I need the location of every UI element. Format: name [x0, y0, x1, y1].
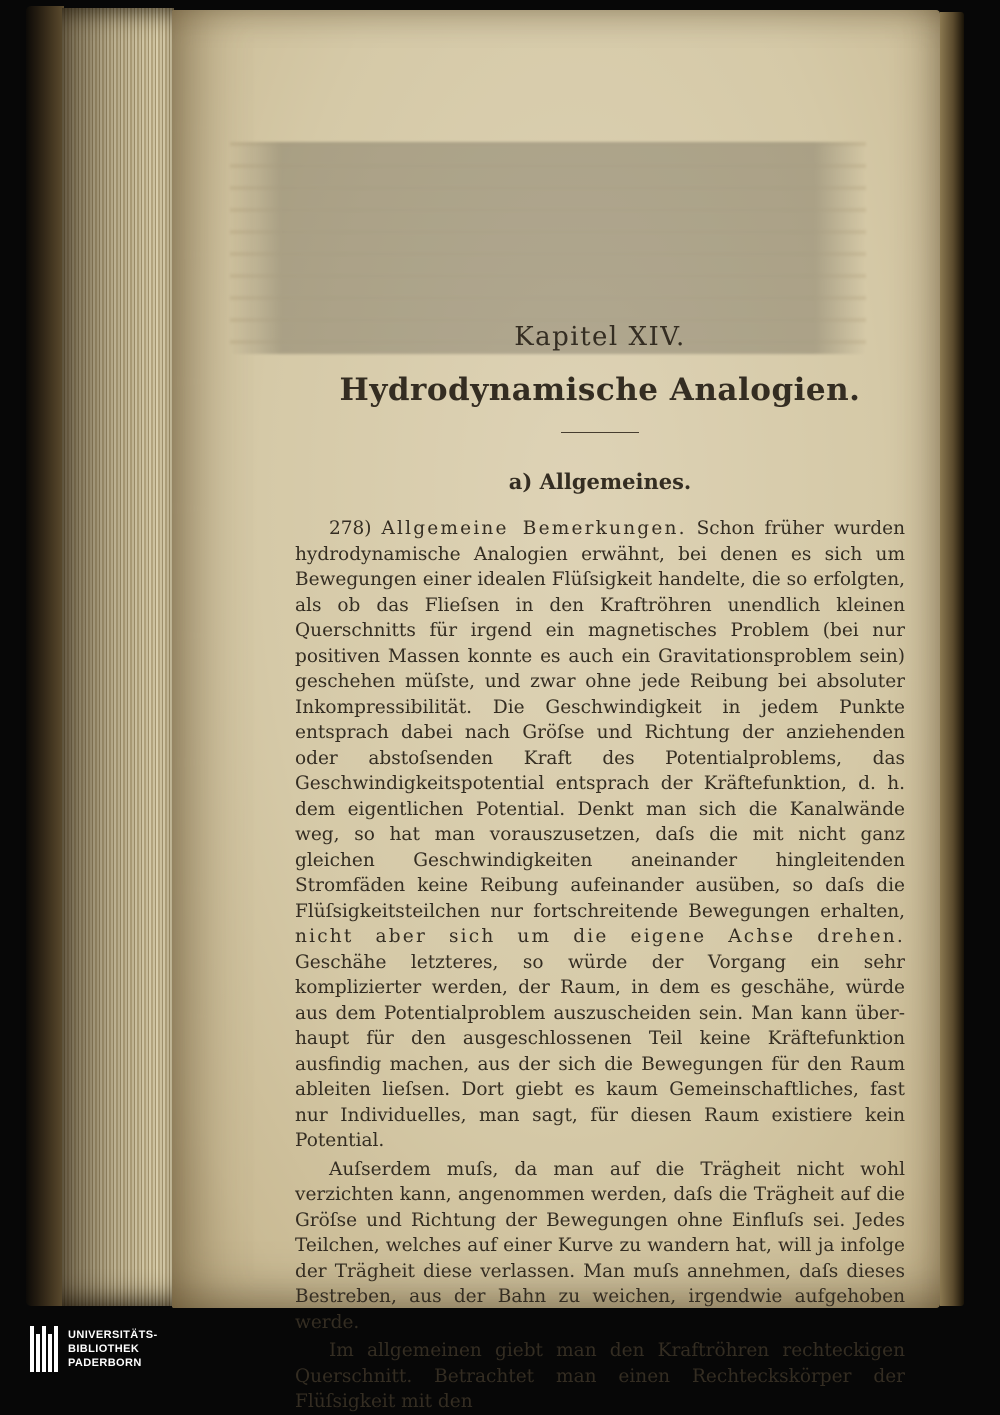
paragraph: Im allgemeinen giebt man den Kraftröhren rechteckigen Querschnitt. Betrachtet man einen Rechteckskörper der Flüſsigkeit mit den: [295, 1340, 905, 1412]
section-heading: a) Allgemeines.: [508, 469, 692, 494]
paragraph-text: Geschähe letzteres, so würde der Vorgang ein sehr komplizierter werden, der Raum, in dem es geschähe, würde aus dem Potentialproblem auszuscheiden sein. Man kann überhaupt für den ausgeschlossenen Teil keine Kräftefunktion ausfindig machen, aus der sich die Bewegungen für den Raum ableiten lieſsen. Dort giebt es kaum Gemeinschaftliches, fast nur Individuelles, man sagt, für diesen Raum existiere kein Potential.: [295, 951, 905, 1151]
stacked-page-edges: [62, 8, 174, 1306]
book-spine-edge: [26, 6, 64, 1306]
stamp-line-3: PADERBORN: [68, 1357, 142, 1369]
chapter-title: Hydrodynamische Analogien.: [339, 372, 861, 408]
paragraph: Auſserdem muſs, da man auf die Trägheit nicht wohl verzichten kann, angenommen werden, daſs die Trägheit auf die Gröſse und Richtung der Bewegungen ohne Einfluſs sei. Jedes Teilchen, welches auf einer Kurve zu wandern hat, will ja infolge der Trägheit diese verlassen. Man muſs annehmen, daſs dieses Bestreben, aus der Bahn zu weichen, irgendwie aufgehoben werde.: [295, 1158, 905, 1333]
paragraph-lead-in: Allgemeine Bemerkungen.: [381, 518, 687, 539]
library-logo-icon: [30, 1326, 60, 1372]
section-divider: [561, 432, 639, 433]
page-content: [172, 10, 940, 1415]
paragraph-278: [295, 516, 905, 1154]
library-stamp: [30, 1326, 158, 1372]
book-cover-edge: [940, 12, 964, 1306]
chapter-heading: Kapitel XIV.: [514, 322, 686, 352]
book-page: [172, 10, 940, 1412]
library-name: [68, 1328, 158, 1370]
stamp-line-2: BIBLIOTHEK: [68, 1343, 140, 1355]
emphasized-text: nicht aber sich um die eigene Achse drehen.: [295, 926, 905, 947]
paragraph-text: Schon früher wurden hydrodynamische Analogien erwähnt, bei denen es sich um Bewegungen einer idealen Flüſsigkeit handelte, die so erfolgten, als ob das Flieſsen in den Kraftröhren unendlich kleinen Querschnitts für irgend ein magnetisches Problem (bei nur positiven Massen konnte es auch ein Gravitationsproblem sein) geschehen müſste, und zwar ohne jede Reibung bei absoluter Inkompressibilität. Die Geschwindigkeit in jedem Punkte entsprach dabei nach Gröſse und Richtung der anziehenden oder abstoſsenden Kraft des Potentialproblems, das Geschwindigkeitspotential entsprach der Kräftefunktion, d. h. dem eigentlichen Potential. Denkt man sich die Kanalwände weg, so hat man vorauszusetzen, daſs die mit nicht ganz gleichen Geschwindigkeiten aneinander hingleitenden Stromfäden keine Reibung aufeinander ausüben, so daſs die Flüſsigkeitsteilchen nur fortschreitende Bewegungen erhalten,: [295, 518, 906, 922]
stamp-line-1: UNIVERSITÄTS-: [68, 1329, 158, 1341]
paragraph-number: 278): [329, 518, 372, 539]
